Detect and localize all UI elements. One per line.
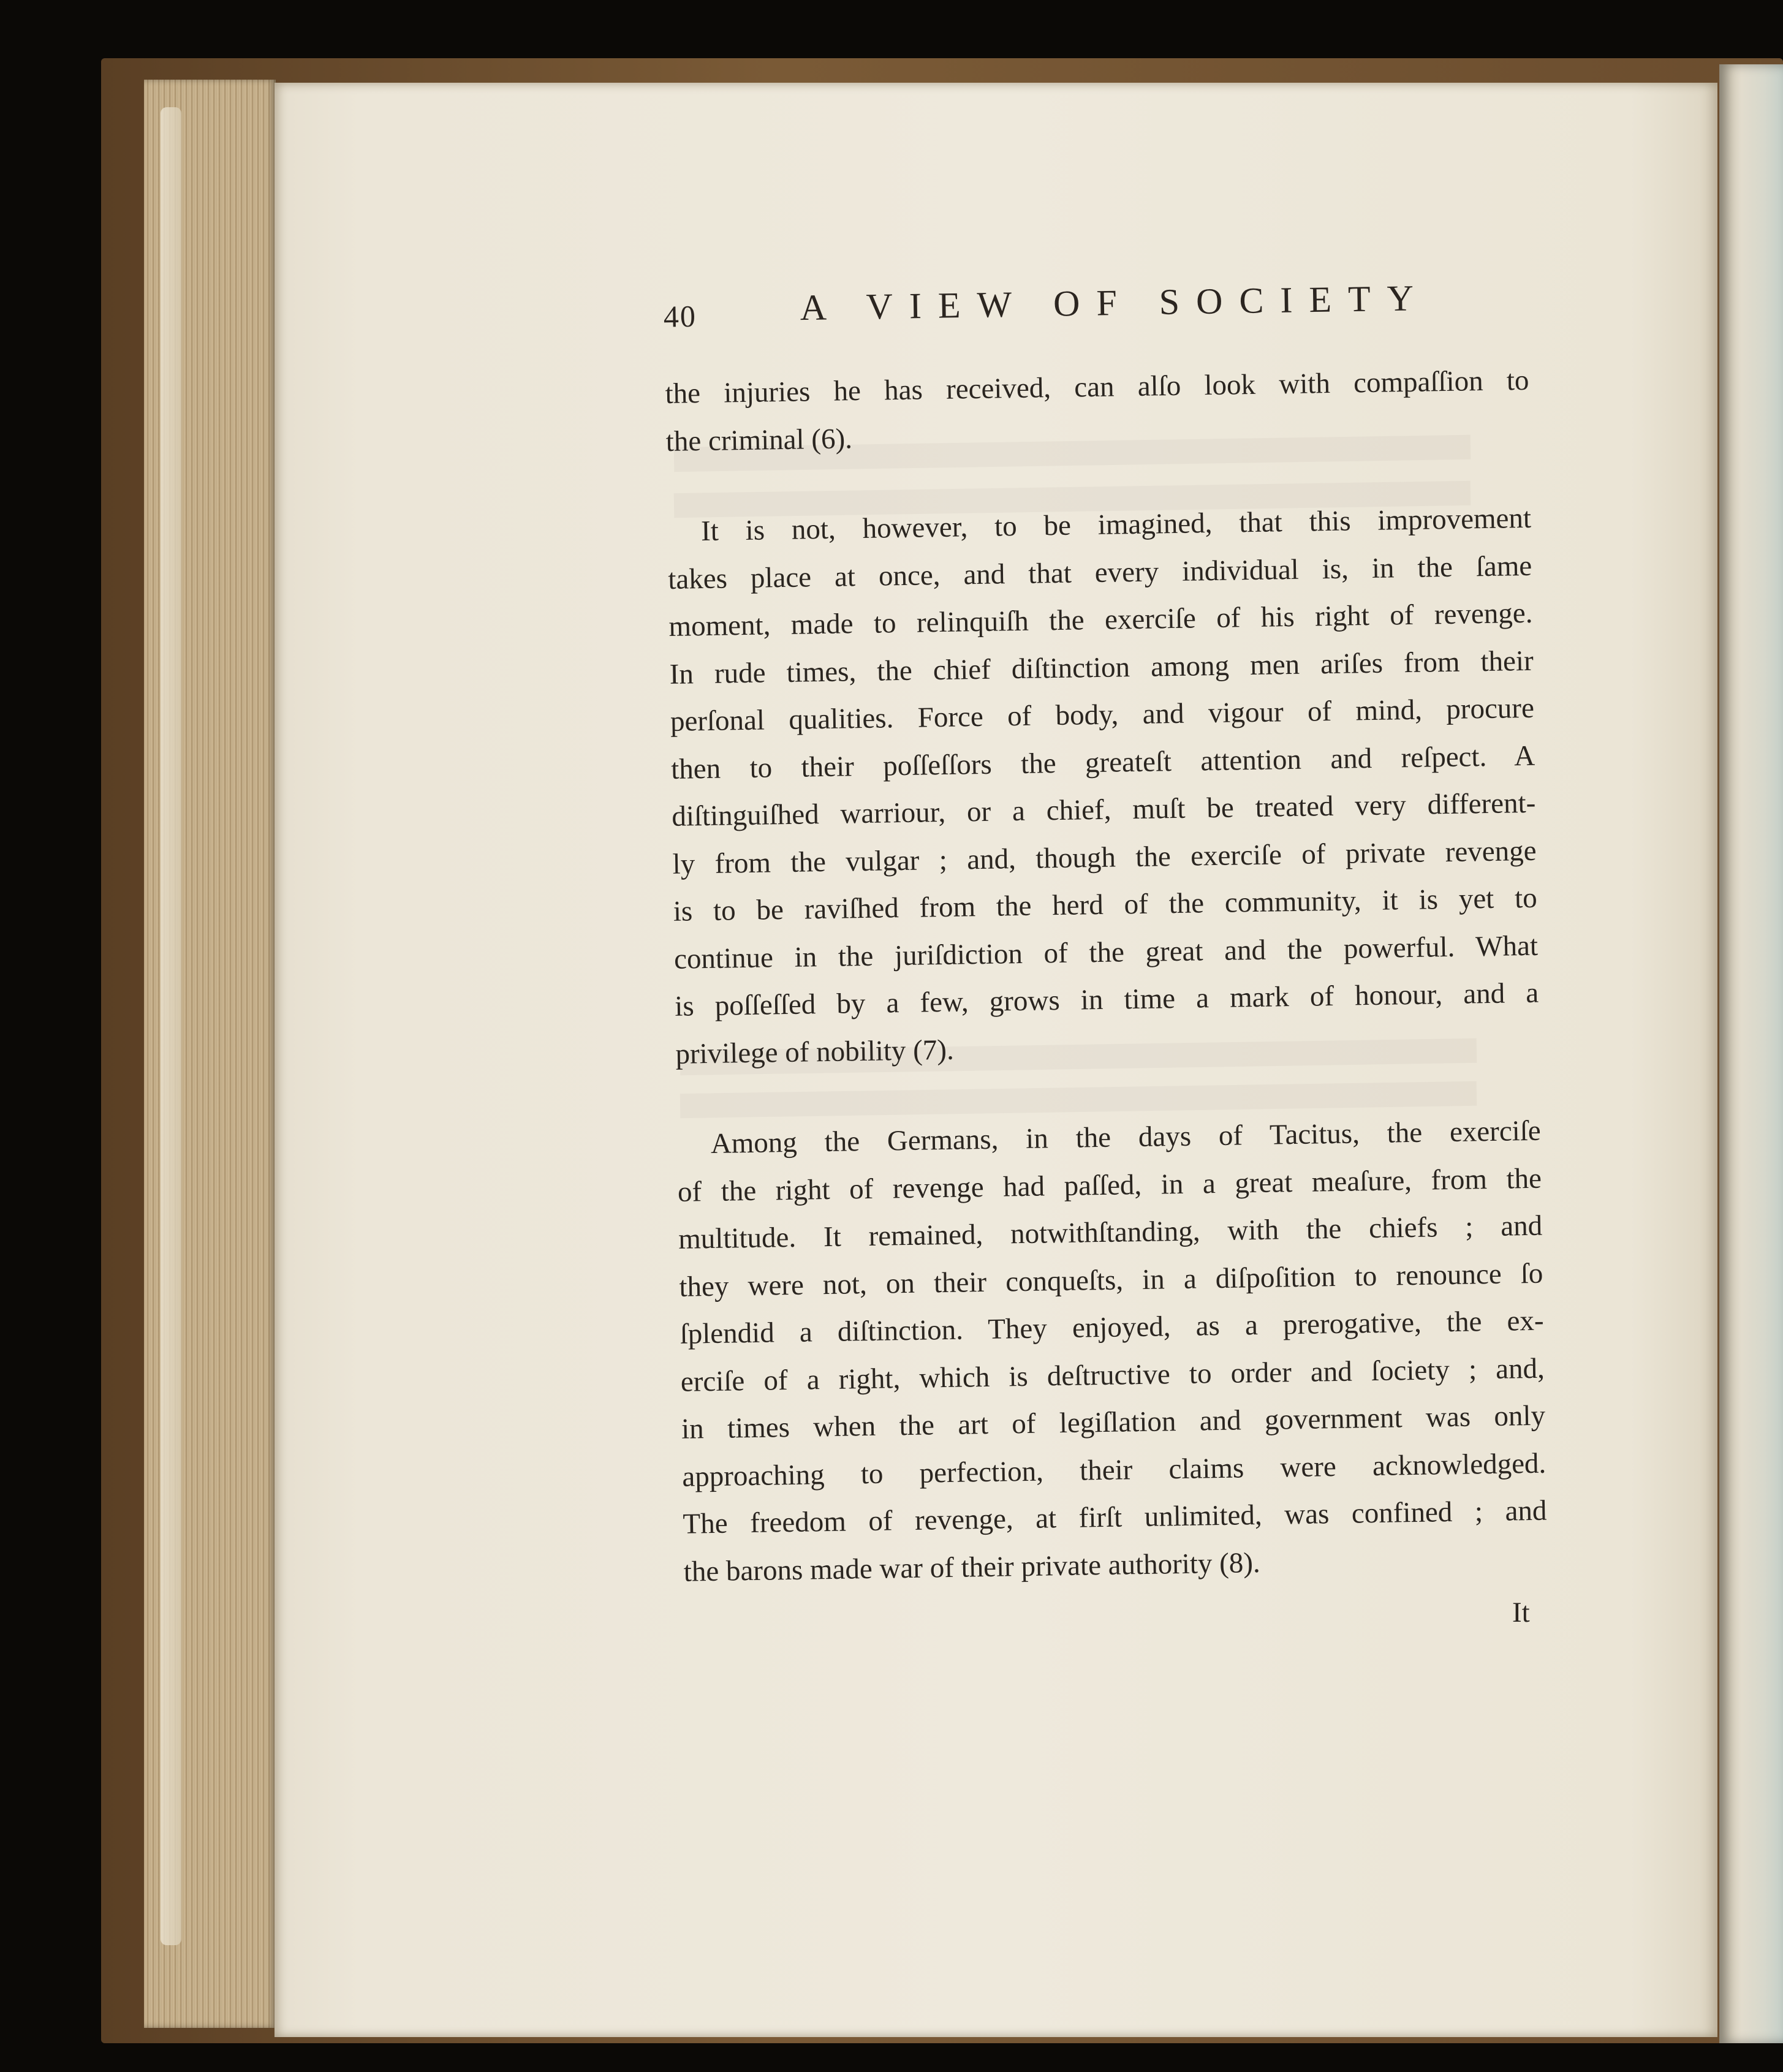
text-line: is poſſeſſed by a few, grows in time a mark of honour, and a (674, 977, 1539, 1023)
text-line: then to their poſſeſſors the greateſt attention and reſpect. A (670, 739, 1535, 785)
text-line: of the right of revenge had paſſed, in a great meaſure, from the (677, 1162, 1542, 1208)
catchword: It (1512, 1597, 1530, 1628)
text-line: approaching to perfection, their claims were acknowledged. (681, 1447, 1546, 1493)
page-number: 40 (663, 298, 697, 334)
running-title: A VIEW OF SOCIETY (800, 277, 1431, 328)
text-line: multitude. It remained, notwithſtanding, with the chiefs ; and (678, 1209, 1543, 1255)
body-text (665, 357, 1548, 1596)
left-board-strip (161, 107, 181, 1945)
text-line: in times when the art of legiſlation and government was only (681, 1399, 1546, 1445)
text-line: moment, made to relinquiſh the exerciſe of his right of revenge. (668, 597, 1533, 643)
text-line: ſplendid a diſtinction. They enjoyed, as a prerogative, the ex- (680, 1304, 1544, 1350)
text-line: privilege of nobility (7). (675, 1034, 955, 1070)
text-line: It is not, however, to be imagined, that this improvement (700, 502, 1532, 548)
text-line: continue in the juriſdiction of the great and the powerful. What (673, 929, 1539, 975)
text-line: takes place at once, and that every individual is, in the ſame (667, 550, 1532, 596)
text-line: the injuries he has received, can alſo look with compaſſion to (665, 364, 1529, 410)
paragraph (667, 495, 1540, 1078)
paragraph (676, 1108, 1548, 1596)
text-line: they were not, on their conqueſts, in a diſpoſition to renounce ſo (679, 1257, 1543, 1303)
text-line: In rude times, the chief diſtinction among men ariſes from their (669, 645, 1534, 690)
text-line: ly from the vulgar ; and, though the exerciſe of private revenge (672, 834, 1537, 880)
text-line: the criminal (6). (665, 422, 853, 458)
text-line: The freedom of revenge, at firſt unlimited, was confined ; and (683, 1494, 1547, 1540)
text-line: is to be raviſhed from the herd of the community, it is yet to (673, 882, 1538, 928)
facing-page-edge (1719, 64, 1783, 2043)
text-line: the barons made war of their private authority (8). (683, 1546, 1261, 1588)
text-line: diſtinguiſhed warriour, or a chief, muſt be treated very different- (672, 787, 1536, 833)
text-line: erciſe of a right, which is deſtructive to order and ſociety ; and, (680, 1352, 1545, 1398)
text-line: perſonal qualities. Force of body, and vigour of mind, procure (670, 692, 1535, 738)
paragraph (665, 357, 1530, 466)
text-line: Among the Germans, in the days of Tacitus, the exerciſe (710, 1114, 1542, 1160)
